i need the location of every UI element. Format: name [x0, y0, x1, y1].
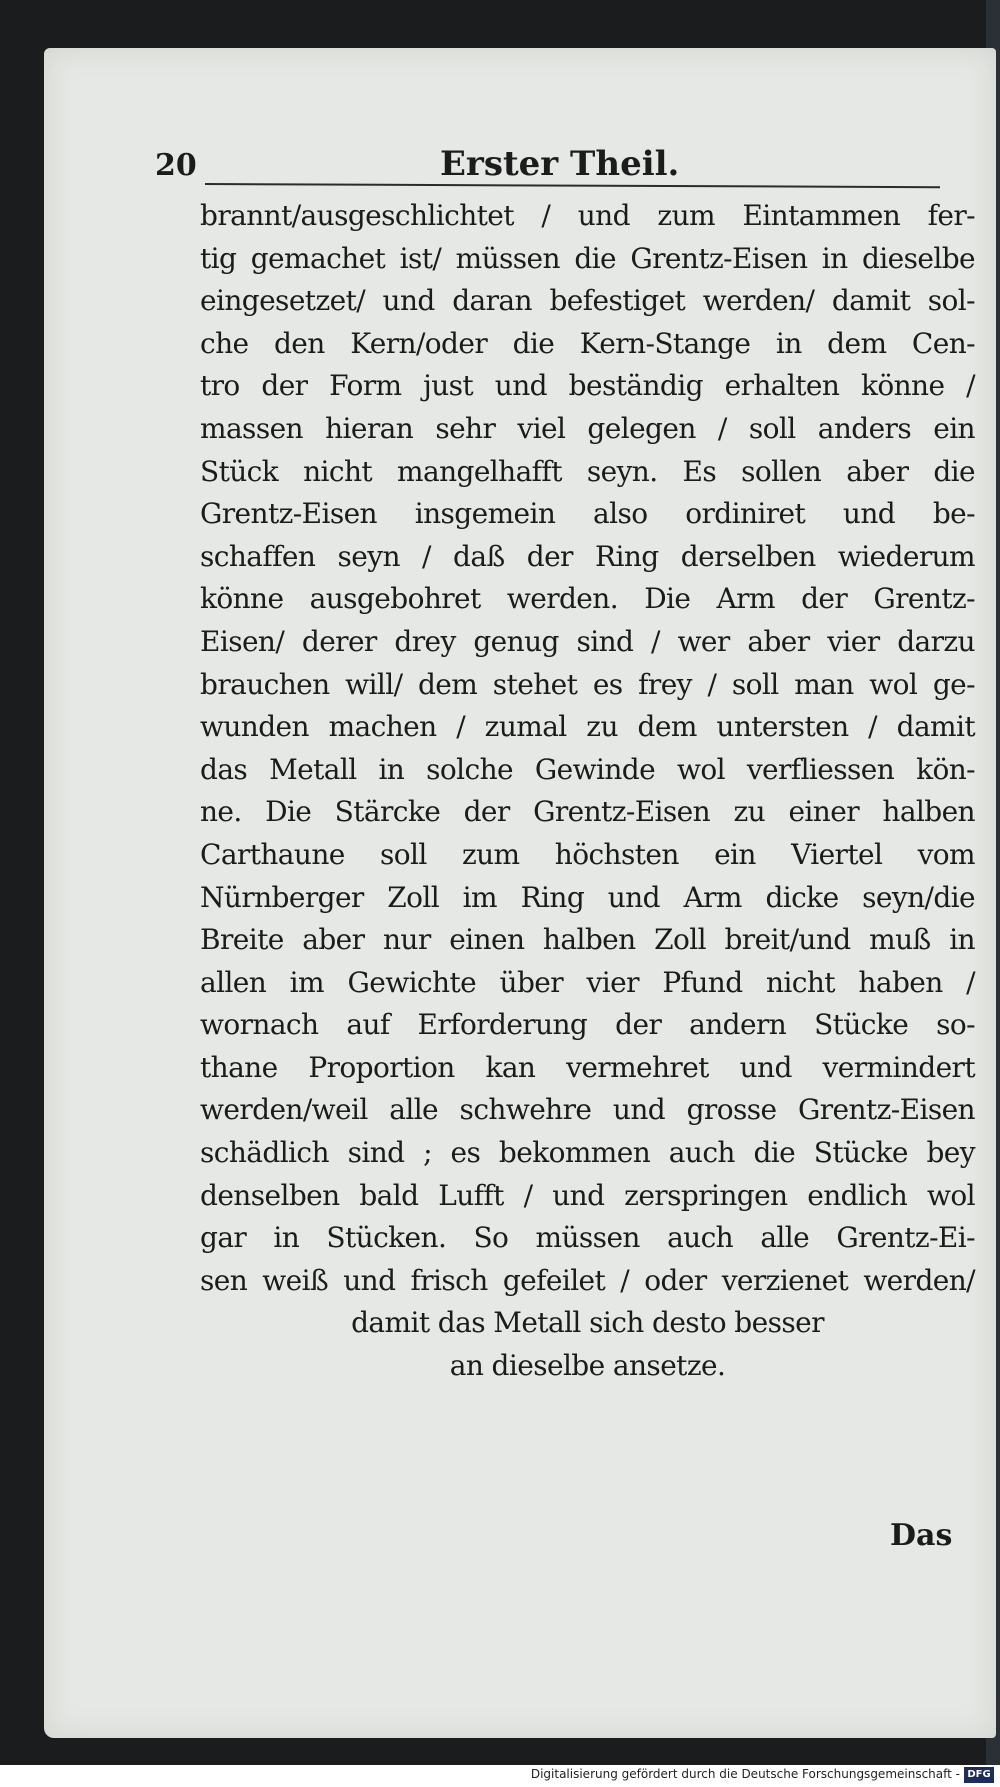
text-line: che den Kern/oder die Kern-Stange in dem Cen- — [200, 326, 975, 360]
digitization-credit: Digitalisierung gefördert durch die Deutsche Forschungsgemeinschaft - — [530, 1767, 960, 1781]
text-line: tig gemachet ist/ müssen die Grentz-Eisen in dieselbe — [200, 241, 975, 275]
text-line-centered: damit das Metall sich desto besser — [351, 1306, 824, 1340]
text-line-centered: an dieselbe ansetze. — [449, 1349, 726, 1383]
catchword: Das — [890, 1518, 953, 1553]
text-line: brauchen will/ dem stehet es frey / soll man wol ge- — [200, 667, 975, 701]
text-line: wunden machen / zumal zu dem untersten / damit — [200, 710, 975, 744]
text-line: werden/weil alle schwehre und grosse Grentz-Eisen — [200, 1093, 975, 1127]
text-line: thane Proportion kan vermehret und vermindert — [200, 1050, 975, 1084]
text-line: denselben bald Lufft / und zerspringen endlich wol — [200, 1178, 975, 1212]
text-line: könne ausgebohret werden. Die Arm der Grentz- — [200, 582, 975, 616]
text-line: allen im Gewichte über vier Pfund nicht haben / — [200, 965, 975, 999]
text-line: Carthaune soll zum höchsten ein Viertel vom — [200, 837, 975, 871]
text-line: schaffen seyn / daß der Ring derselben wiederum — [200, 539, 975, 573]
text-line: Eisen/ derer drey genug sind / wer aber vier darzu — [200, 624, 975, 658]
text-line: eingesetzet/ und daran befestiget werden/ damit sol- — [200, 284, 975, 318]
text-line: ne. Die Stärcke der Grentz-Eisen zu einer halben — [200, 795, 975, 829]
page-number: 20 — [155, 148, 197, 183]
text-line: Grentz-Eisen insgemein also ordiniret und be- — [200, 497, 975, 531]
text-line: das Metall in solche Gewinde wol verfliessen kön- — [200, 752, 975, 786]
text-line: gar in Stücken. So müssen auch alle Grentz-Ei- — [200, 1221, 975, 1255]
text-line: wornach auf Erforderung der andern Stücke so- — [200, 1008, 975, 1042]
text-line: sen weiß und frisch gefeilet / oder verzienet werden/ — [200, 1263, 975, 1297]
text-line: tro der Form just und beständig erhalten könne / — [200, 369, 975, 403]
text-line: massen hieran sehr viel gelegen / soll anders ein — [200, 411, 975, 445]
text-line: schädlich sind ; es bekommen auch die Stücke bey — [200, 1136, 975, 1170]
running-head: Erster Theil. — [440, 144, 680, 184]
body-text — [200, 195, 975, 1388]
text-line: Breite aber nur einen halben Zoll breit/und muß in — [200, 923, 975, 957]
text-line: Stück nicht mangelhafft seyn. Es sollen aber die — [200, 454, 975, 488]
text-line: brannt/ausgeschlichtet / und zum Eintammen fer- — [200, 199, 975, 232]
text-line: Nürnberger Zoll im Ring und Arm dicke seyn/die — [200, 880, 975, 914]
dfg-logo: DFG — [964, 1767, 994, 1783]
